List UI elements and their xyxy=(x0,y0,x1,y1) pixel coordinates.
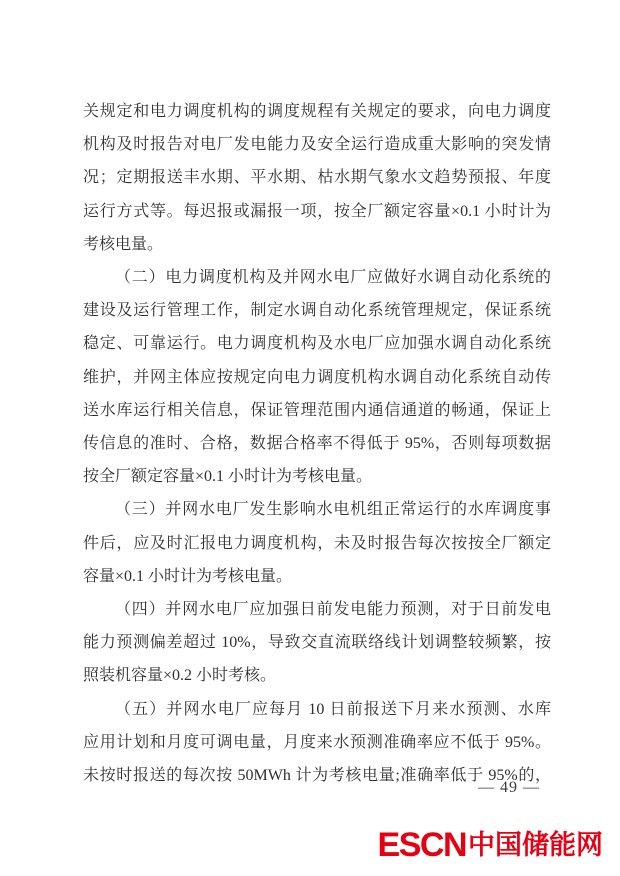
escn-logo xyxy=(378,828,603,862)
escn-logo-chinese-text: 中国储能网 xyxy=(468,829,603,860)
text-line: 关规定和电力调度机构的调度规程有关规定的要求，向电力调度 xyxy=(83,103,551,120)
text-line: 运行方式等。每迟报或漏报一项，按全厂额定容量×0.1 小时计为 xyxy=(83,202,551,220)
escn-logo-latin-text: ESCN xyxy=(377,826,466,864)
text-line: 能力预测偏差超过 10%，导致交直流联络线计划调整较频繁，按 xyxy=(83,634,551,652)
text-line: 考核电量。 xyxy=(83,235,164,253)
text-line: 容量×0.1 小时计为考核电量。 xyxy=(83,567,293,585)
text-line: （三）并网水电厂发生影响水电机组正常运行的水库调度事 xyxy=(115,501,551,519)
text-line: （二）电力调度机构及并网水电厂应做好水调自动化系统的 xyxy=(115,269,551,287)
page-number: — 49 — xyxy=(478,779,540,796)
text-line: 机构及时报告对电厂发电能力及安全运行造成重大影响的突发情 xyxy=(83,136,551,154)
text-line: 按全厂额定容量×0.1 小时计为考核电量。 xyxy=(83,468,373,486)
text-line: 稳定、可靠运行。电力调度机构及水电厂应加强水调自动化系统 xyxy=(83,335,551,353)
text-line: 未按时报送的每次按 50MWh 计为考核电量;准确率低于 95%的， xyxy=(83,767,551,785)
text-line: 件后，应及时汇报电力调度机构，未及时报告每次按按全厂额定 xyxy=(83,534,551,552)
text-line: （四）并网水电厂应加强日前发电能力预测，对于日前发电 xyxy=(115,601,551,619)
body-text xyxy=(83,95,551,792)
text-line: 照装机容量×0.2 小时考核。 xyxy=(83,667,277,685)
text-line: 传信息的准时、合格，数据合格率不得低于 95%，否则每项数据 xyxy=(83,435,551,453)
text-line: 维护，并网主体应按规定向电力调度机构水调自动化系统自动传 xyxy=(83,368,551,386)
text-line: （五）并网水电厂应每月 10 日前报送下月来水预测、水库 xyxy=(115,700,551,718)
text-line: 送水库运行相关信息，保证管理范围内通信通道的畅通，保证上 xyxy=(83,401,551,419)
text-line: 况；定期报送丰水期、平水期、枯水期气象水文趋势预报、年度 xyxy=(83,169,551,187)
text-line: 建设及运行管理工作，制定水调自动化系统管理规定，保证系统 xyxy=(83,302,551,320)
text-line: 应用计划和月度可调电量，月度来水预测准确率应不低于 95%。 xyxy=(83,733,551,751)
